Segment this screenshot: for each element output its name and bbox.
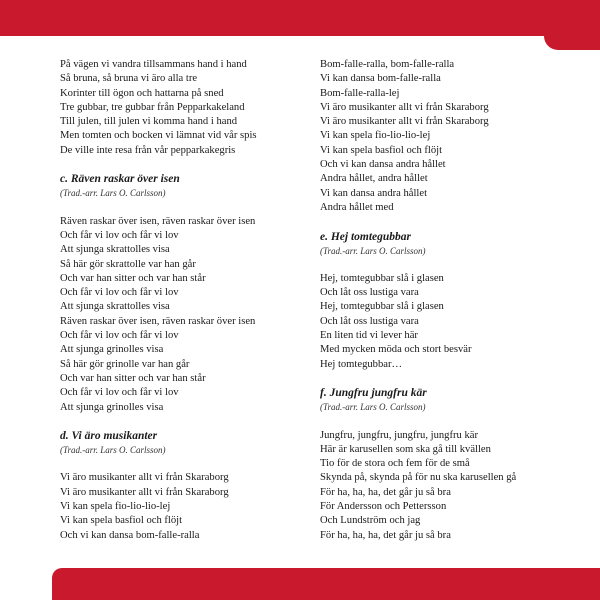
song-e-lyrics <box>320 272 550 372</box>
song-credit: (Trad.-arr. Lars O. Carlsson) <box>320 245 426 256</box>
song-d-lyrics <box>60 471 298 542</box>
lyric-line: Vi kan dansa bom-falle-ralla <box>320 73 441 85</box>
lyric-line: Med mycken möda och stort besvär <box>320 344 472 356</box>
song-credit: (Trad.-arr. Lars O. Carlsson) <box>60 188 166 199</box>
lyric-line: Andra hållet, andra hållet <box>320 173 428 185</box>
lyric-line: Hej, tomtegubbar slå i glasen <box>320 272 444 284</box>
top-band-edge <box>544 0 600 50</box>
lyric-line: Vi kan spela basfiol och flöjt <box>60 515 183 527</box>
lyric-line: För Andersson och Pettersson <box>320 501 447 513</box>
lyric-line: Att sjunga grinolles visa <box>60 344 164 356</box>
lyric-line: Och var han sitter och var han står <box>60 372 206 384</box>
lyric-line: Vi kan spela basfiol och flöjt <box>320 144 443 156</box>
bottom-red-band <box>52 568 600 600</box>
lyric-line: Och Lundström och jag <box>320 515 421 527</box>
lyric-line: Hej tomtegubbar… <box>320 358 403 370</box>
lyric-line: Vi kan spela fio-lio-lio-lej <box>320 130 431 142</box>
lyric-line: Vi kan spela fio-lio-lio-lej <box>60 501 171 513</box>
lyric-line: Och låt oss lustiga vara <box>320 287 419 299</box>
song-f-lyrics <box>320 429 550 543</box>
lyric-line: Och vi kan dansa andra hållet <box>320 159 446 171</box>
lyric-line: Att sjunga skrattolles visa <box>60 301 170 313</box>
lyric-line: Och får vi lov och får vi lov <box>60 287 179 299</box>
song-title: d. Vi äro musikanter <box>60 430 158 443</box>
lyric-line: Andra hållet med <box>320 201 394 213</box>
song-credit: (Trad.-arr. Lars O. Carlsson) <box>320 402 426 413</box>
lyric-line: Vi kan dansa andra hållet <box>320 187 428 199</box>
lyric-line: Och vi kan dansa bom-falle-ralla <box>60 529 200 541</box>
lyric-line: Men tomten och bocken vi lämnat vid vår spis <box>60 130 257 142</box>
lyric-line: Att sjunga grinolles visa <box>60 401 164 413</box>
lyric-line: Här är karusellen som ska gå till kvällen <box>320 443 491 455</box>
song-title: c. Räven raskar över isen <box>60 173 180 186</box>
lyric-line: Och får vi lov och får vi lov <box>60 330 179 342</box>
song-title: e. Hej tomtegubbar <box>320 230 412 243</box>
lyric-line: Vi äro musikanter allt vi från Skaraborg <box>320 116 489 128</box>
lyric-line: Så här gör skrattolle var han går <box>60 258 196 270</box>
lyric-line: Räven raskar över isen, räven raskar över isen <box>60 315 256 327</box>
verse-d-continued <box>320 58 550 215</box>
lyric-line: Vi äro musikanter allt vi från Skaraborg <box>60 486 229 498</box>
lyric-line: De ville inte resa från vår pepparkakegris <box>60 144 236 156</box>
lyric-line: Till julen, till julen vi komma hand i hand <box>60 116 238 128</box>
lyric-line: Korinter till ögon och hattarna på sned <box>60 87 224 99</box>
lyric-line: För ha, ha, ha, det går ju så bra <box>320 486 451 498</box>
verse-a <box>60 58 298 158</box>
lyric-line: Räven raskar över isen, räven raskar över isen <box>60 215 256 227</box>
lyric-line: Vi äro musikanter allt vi från Skaraborg <box>320 101 489 113</box>
lyric-line: Vi äro musikanter allt vi från Skaraborg <box>60 472 229 484</box>
lyric-line: Skynda på, skynda på för nu ska karusellen gå <box>320 472 517 484</box>
right-column <box>320 58 550 543</box>
lyric-line: Och får vi lov och får vi lov <box>60 229 179 241</box>
lyric-line: Tre gubbar, tre gubbar från Pepparkakeland <box>60 101 245 113</box>
left-column <box>60 58 298 543</box>
lyric-line: Tio för de stora och fem för de små <box>320 458 470 470</box>
lyric-line: Och låt oss lustiga vara <box>320 315 419 327</box>
lyric-line: Bom-falle-ralla, bom-falle-ralla <box>320 59 455 70</box>
lyric-line: För ha, ha, ha, det går ju så bra <box>320 529 451 541</box>
song-title: f. Jungfru jungfru kär <box>320 387 427 400</box>
song-credit: (Trad.-arr. Lars O. Carlsson) <box>60 445 166 456</box>
lyric-line: Och får vi lov och får vi lov <box>60 387 179 399</box>
song-c-lyrics <box>60 215 298 415</box>
lyric-line: På vägen vi vandra tillsammans hand i hand <box>60 59 247 70</box>
lyric-line: Och var han sitter och var han står <box>60 272 206 284</box>
lyric-line: Hej, tomtegubbar slå i glasen <box>320 301 444 313</box>
lyric-line: Så här gör grinolle var han går <box>60 358 190 370</box>
lyric-line: Jungfru, jungfru, jungfru, jungfru kär <box>320 429 478 441</box>
lyric-line: En liten tid vi lever här <box>320 330 418 342</box>
lyric-line: Så bruna, så bruna vi äro alla tre <box>60 73 198 85</box>
lyric-line: Bom-falle-ralla-lej <box>320 87 400 99</box>
top-red-band <box>0 0 600 36</box>
lyric-line: Att sjunga skrattolles visa <box>60 244 170 256</box>
